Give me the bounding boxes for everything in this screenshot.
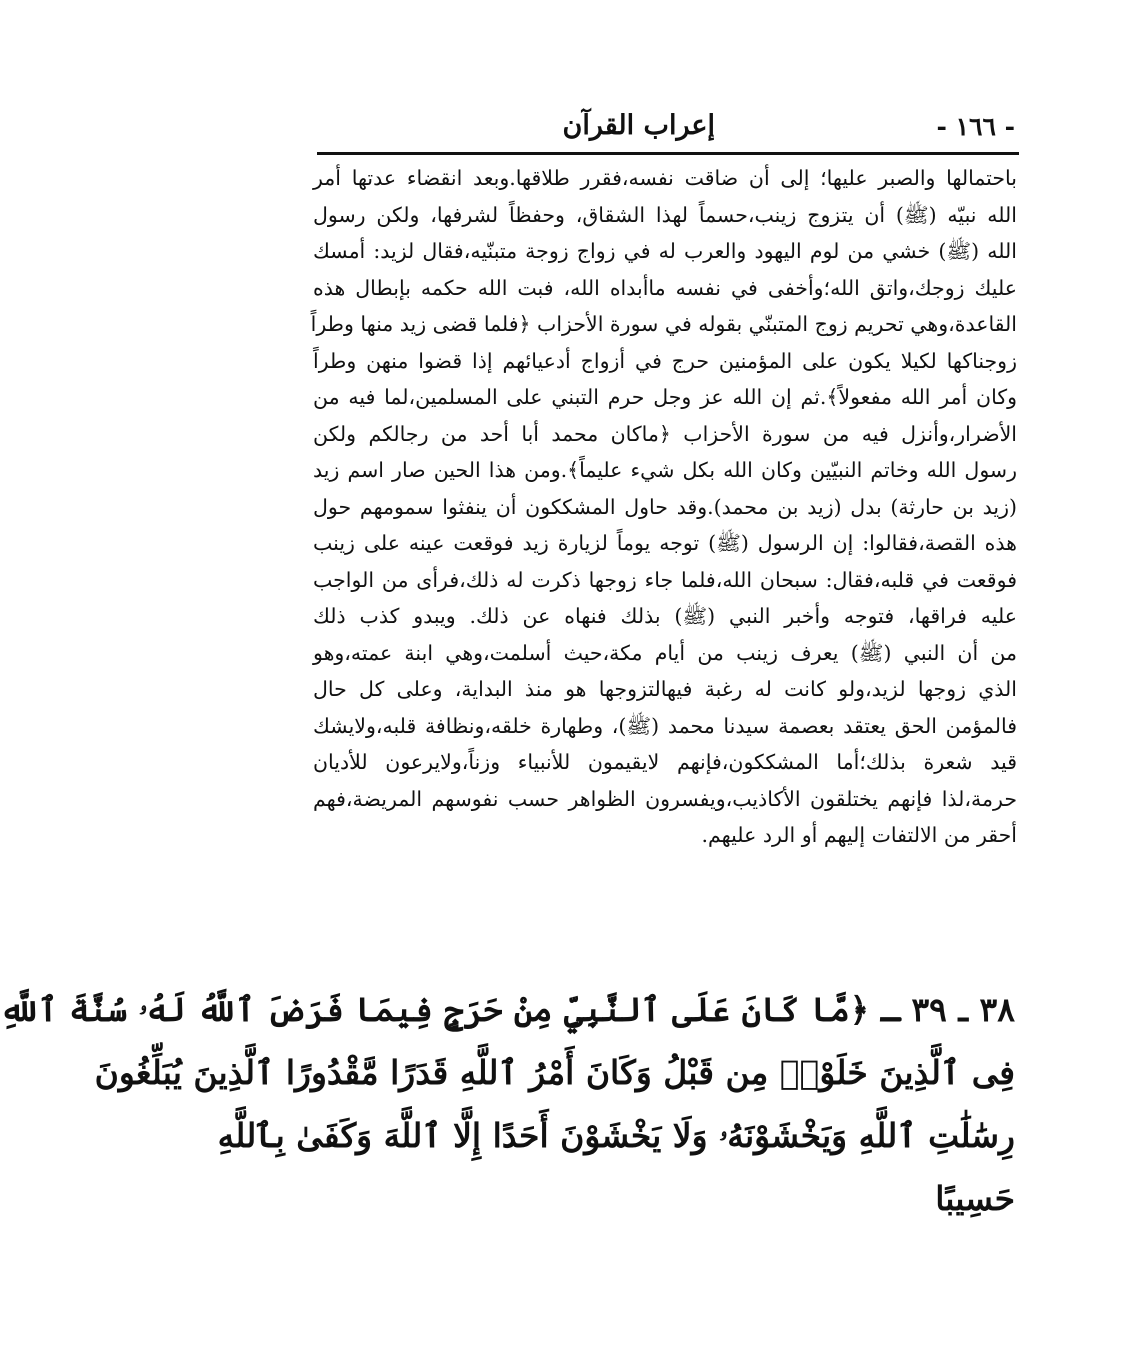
text-line: وكان أمر الله مفعولاً﴾.ثم إن الله عز وجل حرم التبني على المسلمين،لما فيه من: [313, 385, 1017, 409]
text-line: الله (ﷺ) خشي من لوم اليهود والعرب له في زواج زوجة متبنّيه،فقال لزيد: أمسك: [313, 239, 1017, 263]
text-line: القاعدة،وهي تحريم زوج المتبنّي بقوله في سورة الأحزاب ﴿فلما قضى زيد منها وطراً: [310, 312, 1017, 336]
page-number: - ١٦٦ -: [936, 112, 1015, 141]
text-line: فوقعت في قلبه،فقال: سبحان الله،فلما جاء زوجها ذكرت له ذلك،فرأى من الواجب: [313, 567, 1017, 592]
quran-verse: [0, 978, 1015, 1230]
verse-line: ٣٨ ـ ٣٩ ـ ﴿مَّا كَانَ عَلَى ٱلنَّبِيِّ مِنْ حَرَجٍ فِيمَا فَرَضَ ٱللَّهُ لَهُۥ سُنَّةَ ٱللَّهِ: [0, 990, 1015, 1029]
text-line: عليك زوجك،واتق الله؛وأخفى في نفسه ماأبداه الله، فبت الله حكمه بإبطال هذه: [313, 275, 1017, 300]
verse-line: رِسَٰلَٰتِ ٱللَّهِ وَيَخْشَوْنَهُۥ وَلَا يَخْشَوْنَ أَحَدًا إِلَّا ٱللَّهَ وَكَفَىٰ بِٱللَّهِ: [217, 1116, 1015, 1155]
verse-line: فِى ٱلَّذِينَ خَلَوْا۟ مِن قَبْلُ وَكَانَ أَمْرُ ٱللَّهِ قَدَرًا مَّقْدُورًا ٱلَّذِينَ يُبَلِّغُونَ: [94, 1053, 1015, 1092]
text-line: عليه فراقها، فتوجه وأخبر النبي (ﷺ) بذلك فنهاه عن ذلك. ويبدو كذب ذلك: [313, 604, 1017, 628]
verse-line: حَسِيبًا: [935, 1179, 1015, 1218]
header-rule: [317, 152, 1019, 155]
text-line: حرمة،لذا فإنهم يختلقون الأكاذيب،ويفسرون الظواهر حسب نفوسهم المريضة،فهم: [313, 786, 1017, 811]
text-line: (زيد بن حارثة) بدل (زيد بن محمد).وقد حاول المشككون أن ينفثوا سمومهم حول: [313, 494, 1017, 519]
text-line: الله نبيّه (ﷺ) أن يتزوج زينب،حسماً لهذا الشقاق، وحفظاً لشرفها، ولكن رسول: [313, 202, 1017, 227]
text-line: قيد شعرة بذلك؛أما المشككون،فإنهم لايقيمون للأنبياء وزناً،ولايرعون للأديان: [313, 750, 1017, 774]
text-line: باحتمالها والصبر عليها؛ إلى أن ضاقت نفسه،فقرر طلاقها.وبعد انقضاء عدتها أمر: [313, 166, 1017, 190]
text-line: هذه القصة،فقالوا: إن الرسول (ﷺ) توجه يوماً لزيارة زيد فوقعت عينه على زينب: [313, 531, 1017, 555]
text-line: من أن النبي (ﷺ) يعرف زينب من أيام مكة،حيث أسلمت،وهي ابنة عمته،وهو: [313, 640, 1017, 665]
text-line: الأضرار،وأنزل فيه من سورة الأحزاب ﴿ماكان محمد أبا أحد من رجالكم ولكن: [313, 421, 1017, 446]
running-title: إعراب القرآن: [562, 110, 715, 141]
body-paragraph: [310, 160, 1017, 854]
text-line: الذي زوجها لزيد،ولو كانت له رغبة فيهالتزوجها هو منذ البداية، وعلى كل حال: [313, 677, 1017, 701]
text-line: زوجناكها لكيلا يكون على المؤمنين حرج في أزواج أدعيائهم إذا قضوا منهن وطراً: [313, 348, 1017, 373]
text-line: رسول الله وخاتم النبيّين وكان الله بكل شيء عليماً﴾.ومن هذا الحين صار اسم زيد: [313, 458, 1017, 482]
text-line: أحقر من الالتفات إليهم أو الرد عليهم.: [701, 823, 1017, 847]
page-header: [321, 108, 1015, 148]
text-line: فالمؤمن الحق يعتقد بعصمة سيدنا محمد (ﷺ)، وطهارة خلقه،ونظافة قلبه،ولايشك: [313, 713, 1017, 738]
